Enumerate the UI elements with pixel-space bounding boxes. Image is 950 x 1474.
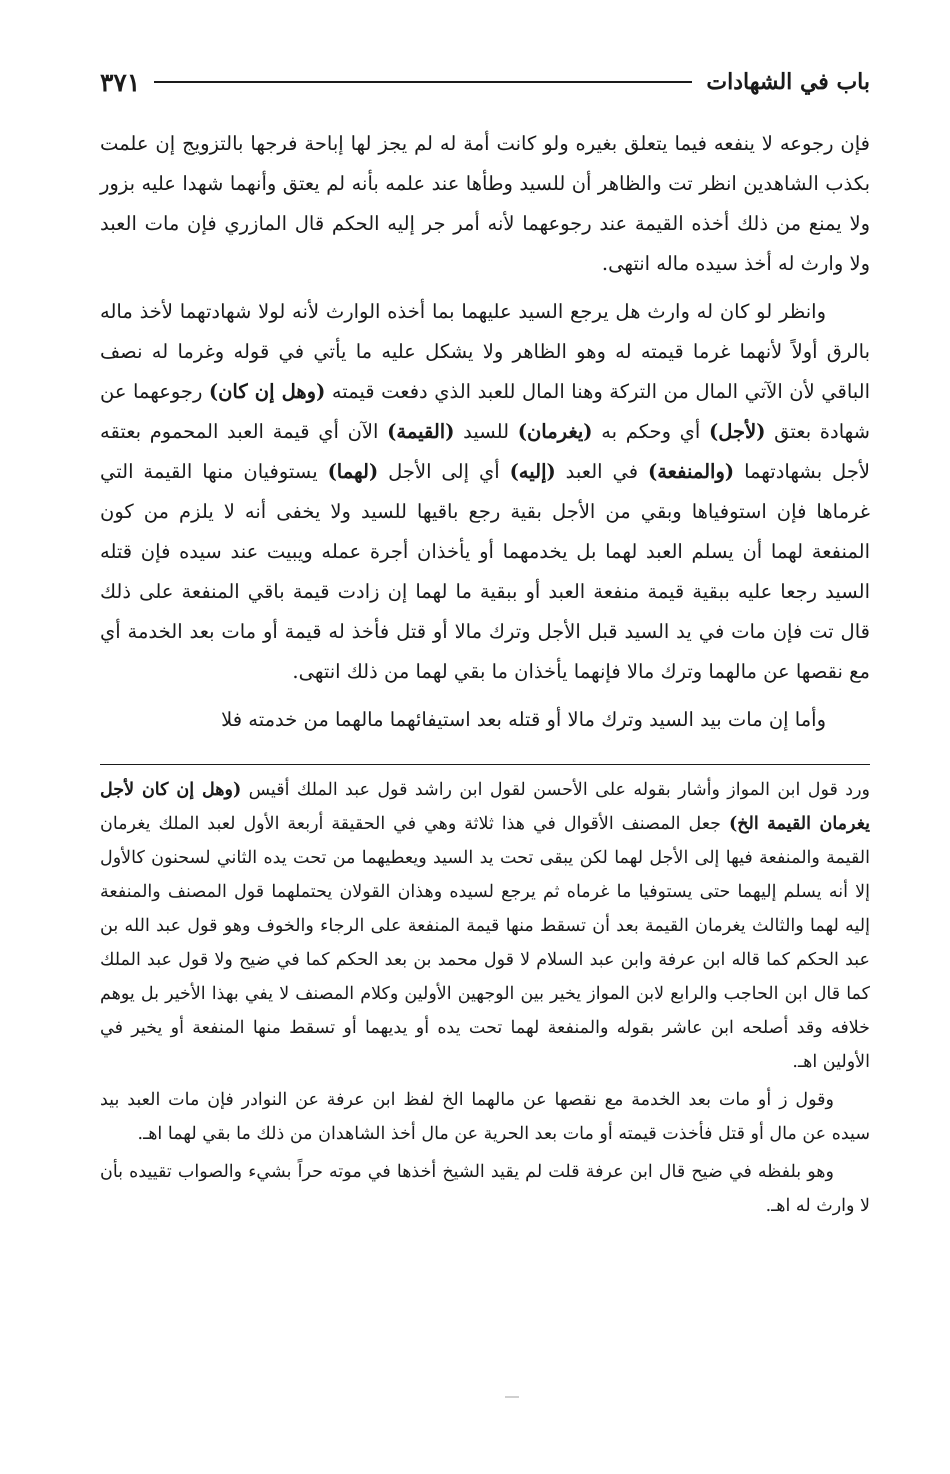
footnote-text-segment: ورد قول ابن المواز وأشار بقوله على الأحسن لقول ابن راشد قول عبد الملك أقيس (248, 780, 870, 800)
matn-quote: (القيمة) (387, 420, 455, 443)
matn-quote: (لأجل) (709, 420, 766, 443)
footnote-divider (100, 764, 870, 765)
matn-quote: (والمنفعة) (648, 460, 735, 483)
matn-quote: (لهما) (327, 460, 379, 483)
matn-quote: (إليه) (509, 460, 556, 483)
footnote-paragraph-3: وهو بلفظه في ضيح قال ابن عرفة قلت لم يقيد الشيخ أخذها في موته حراً بشيء والصواب تقييده بأن لا وارث له اهـ. (100, 1162, 870, 1216)
main-text-segment: أي وحكم به (601, 420, 701, 443)
main-paragraph-2 (100, 292, 870, 692)
main-text-segment: يستوفيان منها القيمة التي غرماها فإن استوفياها وبقي من الأجل بقية رجع باقيها للسيد ولا يخفى أنه لا يلزم من كون المنفعة لهما أن يسلم العبد لهما بل يخدمهما أو يأخذان أجرة عمله ويبيت عند سيده فإن قتله السيد رجعا عليه ببقية قيمة منفعة العبد أو ببقية ما لهما إن زادت قيمة باقي المنفعة على ذلك قال تت فإن مات في يد السيد قبل الأجل وترك مالا أو قتل فأخذ له قيمة أو مات بعد الخدمة أي مع نقصها عن مالهما وترك مالا فإنهما يأخذان ما بقي لهما من ذلك انتهى. (100, 460, 870, 683)
footnote-paragraph-2: وقول ز أو مات بعد الخدمة مع نقصها عن مالهما الخ لفظ ابن عرفة عن النوادر فإن مات العبد بيد سيده عن مال أو قتل فأخذت قيمته أو مات بعد الحرية عن مال أخذ الشاهدان من ذلك ما بقي لهما اهـ. (100, 1090, 870, 1144)
page-number: ٣٧١ (100, 67, 141, 97)
main-paragraph-3: وأما إن مات بيد السيد وترك مالا أو قتله بعد استيفائهما مالهما من خدمته فلا (221, 708, 826, 731)
running-title: باب في الشهادات (706, 69, 870, 95)
main-text-segment: وانظر لو كان له وارث هل يرجع السيد عليهما بما أخذه الوارث لأنه لولا شهادتهما لأخذ ماله بالرق أولاً لأنهما غرما قيمته له وهو الظاهر ولا يشكل عليه ما يأتي في قوله وغرما له نصف الباقي لأن الآتي المال من التركة وهنا المال للعبد الذي دفعت قيمته (100, 300, 871, 403)
scan-speck (505, 1396, 519, 1398)
main-text (100, 124, 870, 740)
main-text-segment: للسيد (463, 420, 510, 443)
footnote-text-segment: جعل المصنف الأقوال في هذا ثلاثة وهي في الحقيقة أربعة الأول لعبد الملك يغرمان القيمة والمنفعة فيها إلى الأجل لهما لكن يبقى تحت يد السيد ويعطيهما من تحت يده الثاني لسحنون كالأول إلا أنه يسلم إليهما حتى يستوفيا ما غرماه ثم يرجع لسيده وهذان القولان يحتملهما قول المصنف والمنفعة إليه لهما والثالث يغرمان القيمة بعد أن تسقط منها قيمة المنفعة على الرجاء والخوف وهو قول عبد الله بن عبد الحكم كما قاله ابن عرفة وابن عبد السلام لا قول محمد بن بعد الحكم كما في ضيح ولا قول عبد الملك كما قال ابن الحاجب والرابع لابن المواز يخير بين الوجهين الأولين وكلام المصنف لا يفي بهذا الأخير بل يوهم خلافه وقد أصلحه ابن عاشر بقوله والمنفعة لهما تحت يده أو يديهما أو تسقط منها المنفعة أو يخير في الأولين اهـ. (100, 814, 870, 1072)
header-rule (154, 81, 692, 83)
page-header (100, 62, 870, 102)
matn-quote: (يغرمان) (517, 420, 593, 443)
footnote-paragraph-1 (100, 773, 870, 1079)
main-paragraph-1: فإن رجوعه لا ينفعه فيما يتعلق بغيره ولو كانت أمة له لم يجز لها إباحة فرجها بالتزويج إن علمت بكذب الشاهدين انظر تت والظاهر أن للسيد وطأها عند علمه بأنه لم يعتق وأنهما شهدا عليه بزور ولا يمنع من ذلك أخذه القيمة عند رجوعهما لأنه أمر جر إليه الحكم قال المازري فإن مات العبد ولا وارث له أخذ سيده ماله انتهى. (100, 132, 870, 275)
matn-quote: (وهل إن كان) (208, 380, 326, 403)
footnotes (100, 773, 870, 1223)
book-page (100, 62, 870, 1227)
main-text-segment: أي إلى الأجل (388, 460, 500, 483)
matn-quote: (وهل إن كان لأجل يغرمان القيمة الخ) (100, 780, 871, 834)
main-text-segment: رجوعهما عن شهادة بعتق (100, 380, 870, 443)
main-text-segment: الآن أي قيمة العبد المحموم بعتقه لأجل بشهادتهما (100, 420, 871, 483)
main-text-segment: في العبد (565, 460, 639, 483)
